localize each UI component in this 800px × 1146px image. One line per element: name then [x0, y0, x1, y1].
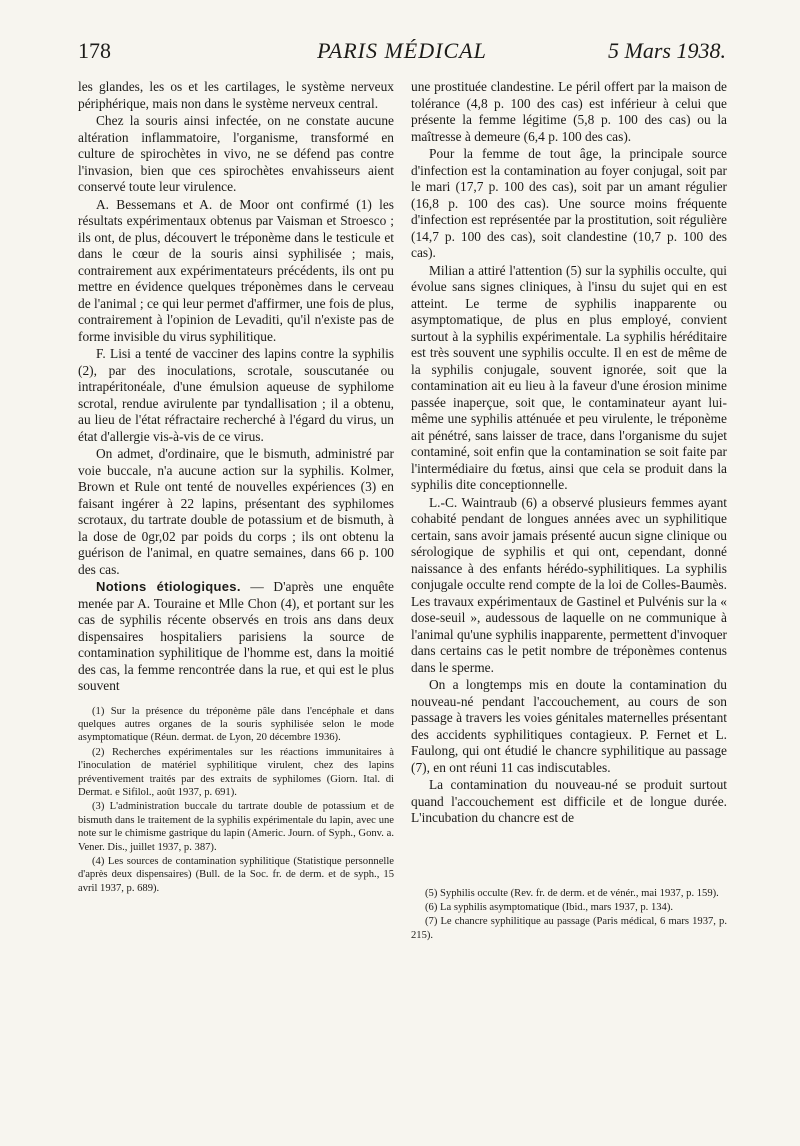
- section-paragraph: [78, 579, 394, 695]
- journal-title: PARIS MÉDICAL: [317, 38, 487, 63]
- footnotes: [411, 887, 727, 943]
- paragraph: une prostituée clandestine. Le péril offert par la maison de tolérance (4,8 p. 100 des cas) est inférieur à celui que présente la femme légitime (5,8 p. 100 des cas) ou la maîtresse à demeure (6,4 p. 100 des cas).: [411, 79, 727, 144]
- paragraph: les glandes, les os et les cartilages, le système nerveux périphérique, mais non dans le système nerveux central.: [78, 79, 394, 111]
- paragraph: On a longtemps mis en doute la contamination du nouveau-né pendant l'accouchement, au cours de son passage à travers les voies génitales maternelles présentant des accidents syphilitiques contagieux. P. Fernet et L. Faulong, qui ont étudié le chancre syphilitique au passage (7), en ont réuni 11 cas indiscutables.: [411, 677, 727, 775]
- footnotes: [78, 705, 394, 896]
- section-text: — D'après une enquête menée par A. Touraine et Mlle Chon (4), et portant sur les cas de syphilis récente observés en trois ans dans deux dispensaires hospitaliers parisiens la source de contamination syphilitique de l'homme est, dans la moitié des cas, la femme rencontrée dans la rue, et qui est le plus souvent: [78, 579, 395, 693]
- right-column: [411, 79, 727, 943]
- paragraph: On admet, d'ordinaire, que le bismuth, administré par voie buccale, n'a aucune action sur la syphilis. Kolmer, Brown et Rule ont tenté de nouvelles expériences (3) en faisant ingérer à 22 lapins, présentant des syphilomes scrotaux, du tartrate double de potassium et de bismuth, à la dose de 0gr,02 par poids du corps ; ils ont obtenu la guérison de l'animal, en quatre semaines, dans 66 p. 100 des cas.: [78, 446, 394, 577]
- page-number: 178: [78, 38, 111, 63]
- paragraph: A. Bessemans et A. de Moor ont confirmé (1) les résultats expérimentaux obtenus par Vaisman et Stroesco ; ils ont, de plus, découvert le tréponème dans le testicule et dans le cœur de la souris ainsi syphilisée ; mais, contrairement aux expérimentateurs précédents, ils ont pu mettre en évidence quelques tréponèmes dans le cerveau de l'animal ; ce qui leur permet d'affirmer, une fois de plus, contrairement à l'opinion de Levaditi, qu'il n'existe pas de forme invisible du virus syphilitique.: [78, 196, 395, 344]
- issue-date: 5 Mars 1938.: [608, 38, 726, 63]
- footnote: (3) L'administration buccale du tartrate double de potassium et de bismuth dans le traitement de la syphilis expérimentale du lapin, avec une note sur le chimisme gastrique du lapin (Americ. Journ. of Syph., Gonv. a. Vener. Dis., juillet 1937, p. 387).: [78, 801, 394, 853]
- footnote: (1) Sur la présence du tréponème pâle dans l'encéphale et dans quelques autres organes de la souris syphilisée selon le mode asymptomatique (Réun. dermat. de Lyon, 20 décembre 1936).: [78, 705, 394, 744]
- footnote: (2) Recherches expérimentales sur les réactions immunitaires à l'inoculation de matériel syphilitique virulent, chez des lapins préventivement traités par des extraits de syphilomes (Giorn. Ital. di Dermat. e Sifilol., août 1937, p. 691).: [78, 746, 394, 798]
- paragraph: L.-C. Waintraub (6) a observé plusieurs femmes ayant cohabité pendant de longues années avec un syphilitique certain, sans avoir jamais présenté aucun signe clinique ou sérologique de syphilis et qui ont, cependant, donné naissance à des enfants hérédo-syphilitiques. La syphilis conjugale occulte rend compte de la loi de Colles-Baumès. Les travaux expérimentaux de Gastinel et Pulvénis sur la « dose-seuil », audessous de laquelle on ne communique à l'animal qu'une syphilis inapparente, permettent d'invoquer dans certains cas le petit nombre de tréponèmes contenus dans le sperme.: [411, 494, 727, 675]
- paragraph: Milian a attiré l'attention (5) sur la syphilis occulte, qui évolue sans signes cliniques, à l'insu du sujet qui en est atteint. Le terme de syphilis inapparente ou asymptomatique, de plus en plus employé, convient surtout à la syphilis expérimentale. La syphilis héréditaire est très souvent une syphilis occulte. Il en est de même de la syphilis conjugale, souvent ignorée, soit que la contamination ait eu lieu à la faveur d'une érosion minime passée inaperçue, soit que, le contaminateur ayant lui-même une syphilis atténuée et peu virulente, le tréponème ait pénétré, sans laisser de trace, dans l'organisme du sujet contaminé, soit enfin que la contamination se soit faite par l'intermédiaire du fœtus, ainsi que cela se produit dans la syphilis dite conceptionnelle.: [411, 262, 727, 492]
- section-title: Notions étiologiques.: [96, 579, 241, 594]
- paragraph: Pour la femme de tout âge, la principale source d'infection est la contamination au foyer conjugal, soit par le mari (17,7 p. 100 des cas), soit par un amant régulier (16,8 p. 100 des cas). Une source moins fréquente d'infection est représentée par la prostitution, soit régulière (14,7 p. 100 des cas), soit clandestine (10,7 p. 100 des cas).: [411, 146, 727, 260]
- paragraph: La contamination du nouveau-né se produit surtout quand l'accouchement est difficile et de longue durée. L'incubation du chancre est de: [411, 777, 727, 825]
- footnote: (7) Le chancre syphilitique au passage (Paris médical, 6 mars 1937, p. 215).: [411, 916, 727, 941]
- paragraph: Chez la souris ainsi infectée, on ne constate aucune altération inflammatoire, l'organisme, transformé en culture de spirochètes in vivo, ne se défend pas contre l'invasion, bien que ces spirochètes envahisseurs aient conservé toute leur virulence.: [78, 113, 394, 194]
- paragraph: F. Lisi a tenté de vacciner des lapins contre la syphilis (2), par des inoculations, scrotale, souscutanée ou intrapéritonéale, d'une émulsion aqueuse de syphilome scrotal, rendue avirulente par tyndallisation ; il a obtenu, au lieu de l'état réfractaire recherché à l'égard du virus, un état d'allergie vis-à-vis de ce virus.: [78, 346, 394, 444]
- footnote: (4) Les sources de contamination syphilitique (Statistique personnelle d'après deux dispensaires) (Bull. de la Soc. fr. de derm. et de syph., 15 avril 1937, p. 689).: [78, 855, 394, 894]
- footnote: (5) Syphilis occulte (Rev. fr. de derm. et de vénér., mai 1937, p. 159).: [425, 887, 719, 899]
- footnote: (6) La syphilis asymptomatique (Ibid., mars 1937, p. 134).: [425, 901, 674, 913]
- running-header: [78, 38, 726, 68]
- left-column: [78, 79, 394, 896]
